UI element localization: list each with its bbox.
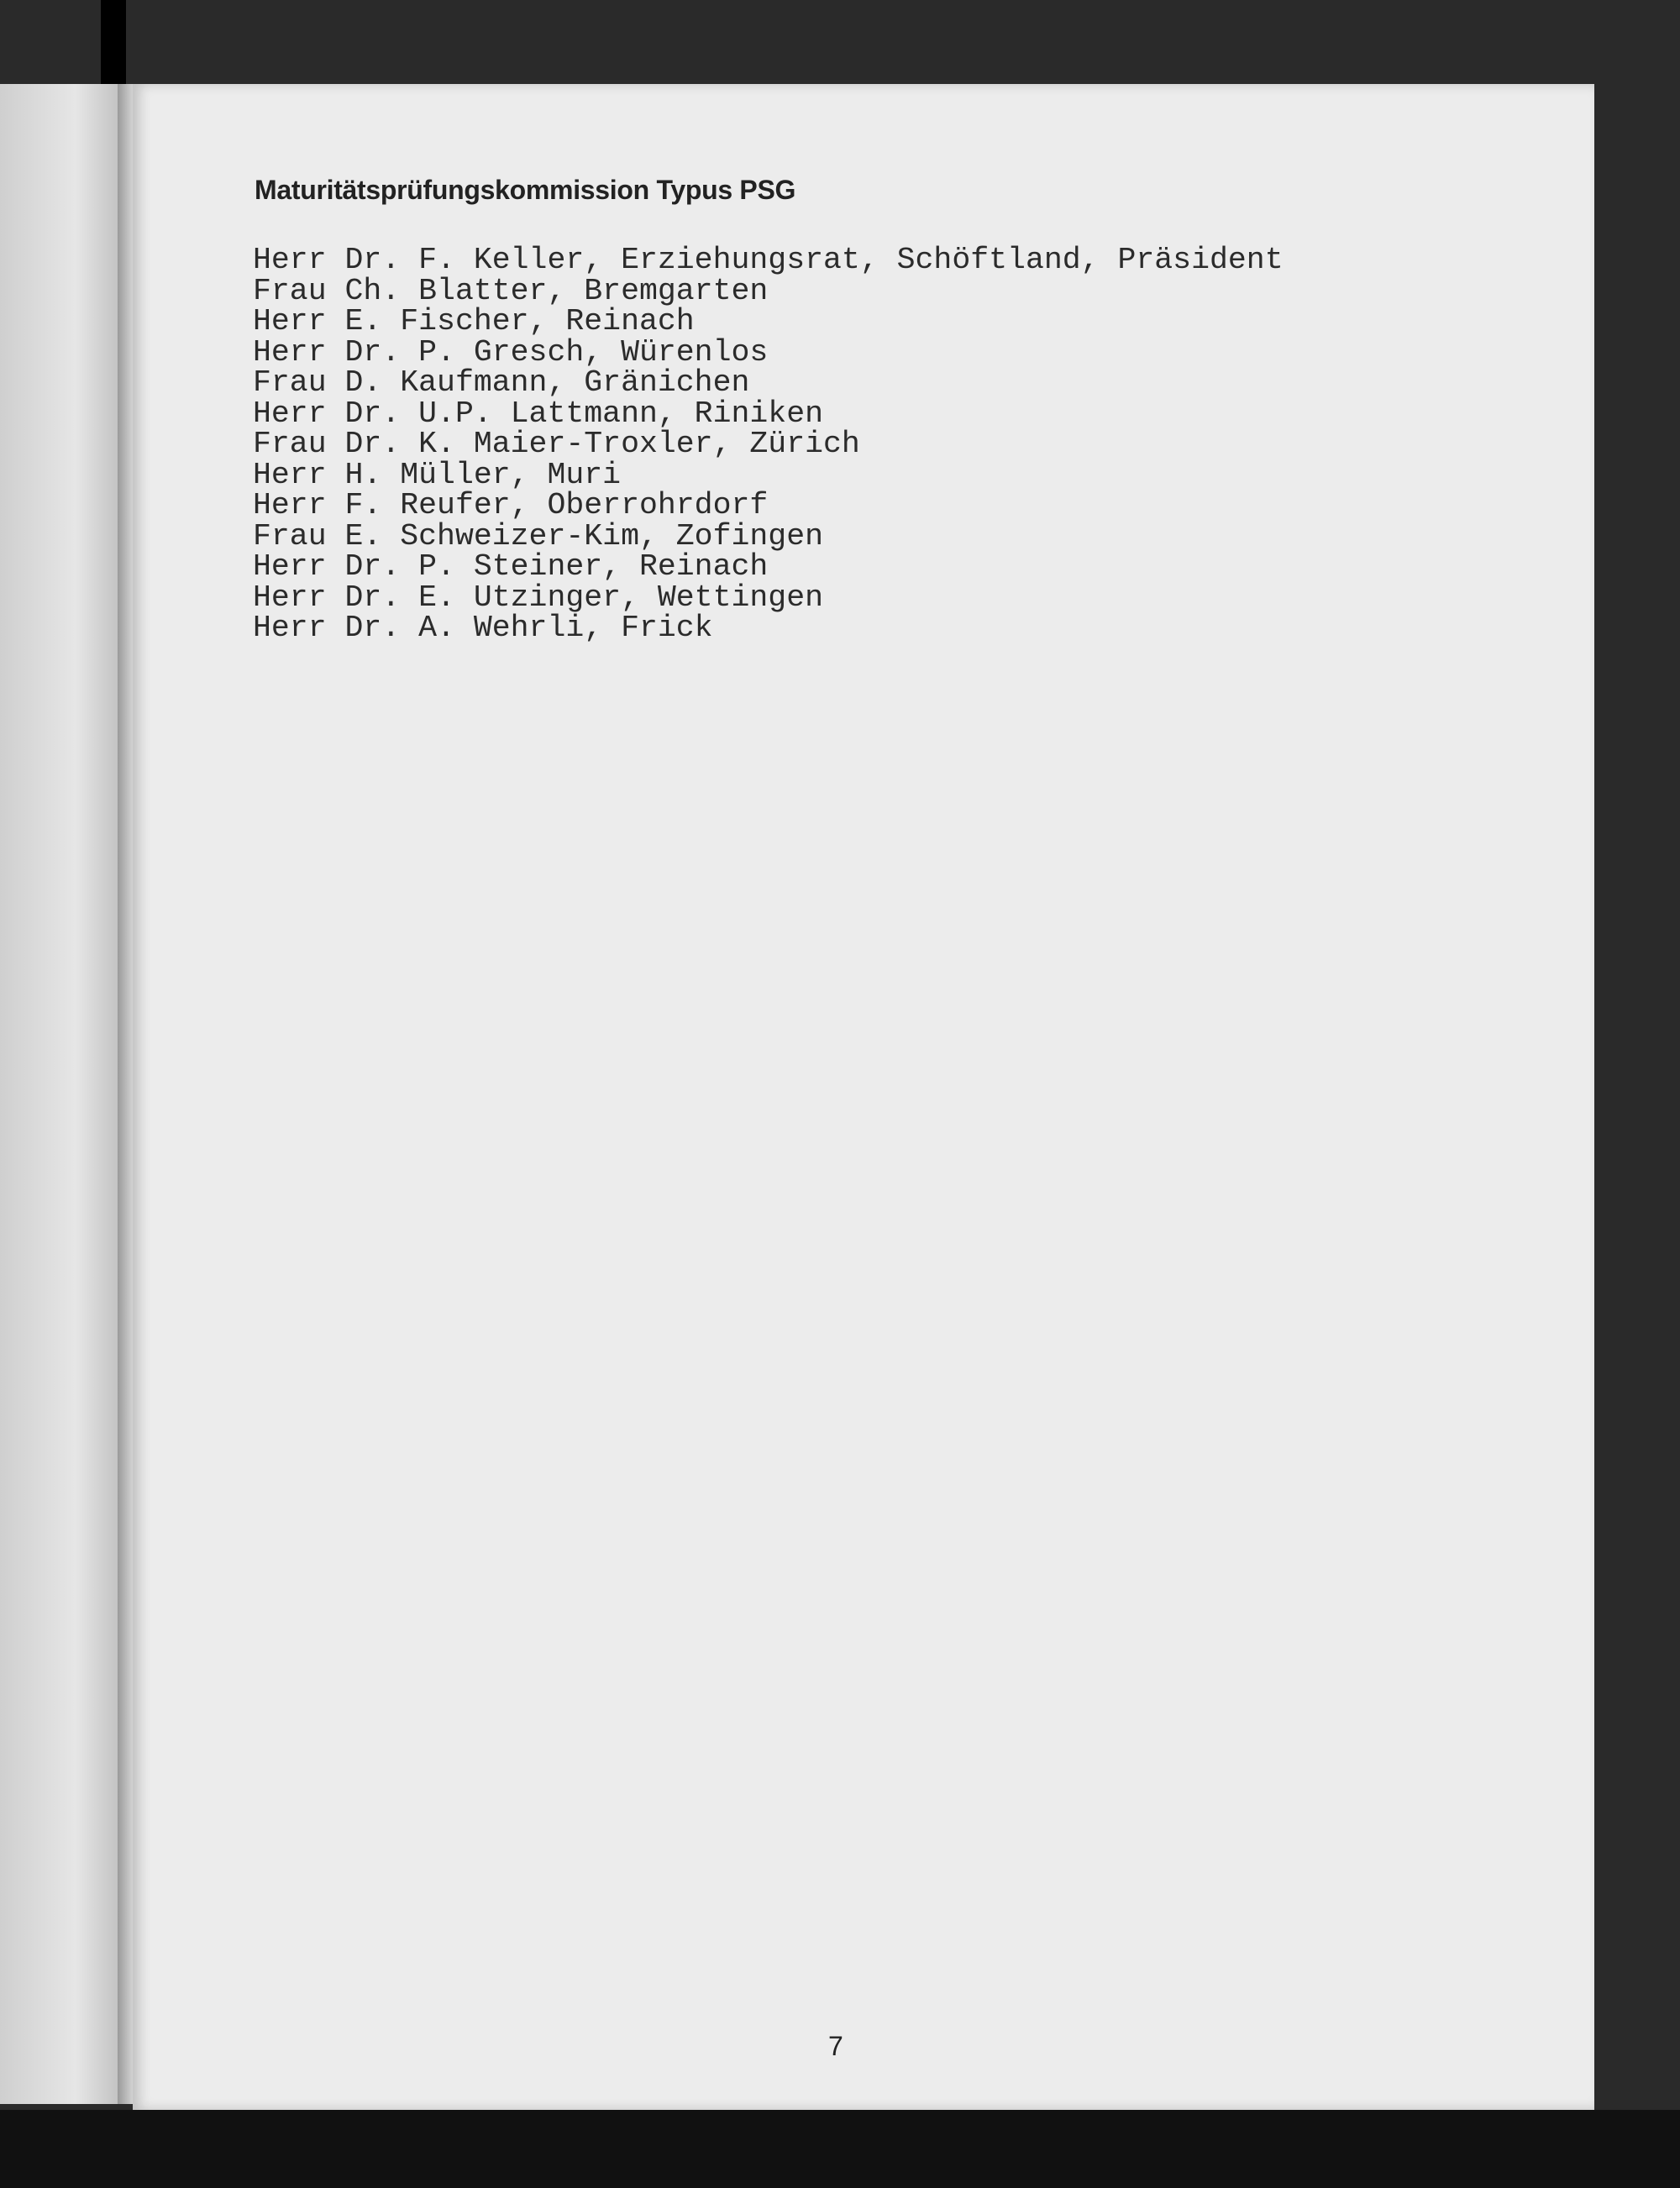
member-entry: Herr Dr. E. Utzinger, Wettingen xyxy=(253,580,824,615)
member-entry: Herr H. Müller, Muri xyxy=(253,457,622,492)
member-entry: Frau E. Schweizer-Kim, Zofingen xyxy=(253,518,824,554)
document-page xyxy=(133,84,1594,2110)
page-number: 7 xyxy=(828,2031,843,2061)
member-entry: Herr Dr. A. Wehrli, Frick xyxy=(253,611,713,645)
book-gutter xyxy=(118,84,134,2104)
member-entry: Frau Ch. Blatter, Bremgarten xyxy=(253,273,769,308)
member-entry: Herr F. Reufer, Oberrohrdorf xyxy=(253,488,769,522)
member-entry: Herr Dr. U.P. Lattmann, Riniken xyxy=(253,396,824,431)
background-strip xyxy=(101,0,126,84)
member-entry: Herr Dr. P. Gresch, Würenlos xyxy=(253,334,769,370)
member-list xyxy=(253,245,1284,644)
member-entry: Herr Dr. F. Keller, Erziehungsrat, Schöftland, Präsident xyxy=(253,243,1284,277)
member-entry: Frau D. Kaufmann, Gränichen xyxy=(253,365,750,400)
member-entry: Herr Dr. P. Steiner, Reinach xyxy=(253,549,769,584)
member-entry: Frau Dr. K. Maier-Troxler, Zürich xyxy=(253,427,860,461)
background-bottom xyxy=(0,2110,1680,2188)
page-heading: Maturitätsprüfungskommission Typus PSG xyxy=(255,175,796,205)
member-entry: Herr E. Fischer, Reinach xyxy=(253,304,695,338)
left-page-edge xyxy=(0,84,126,2104)
